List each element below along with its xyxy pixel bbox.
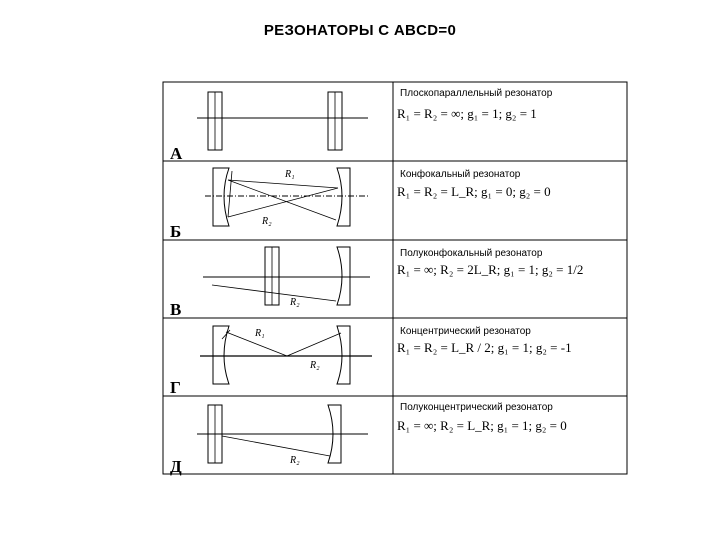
curved-mirror-right: [337, 326, 350, 384]
section-letter-d: Д: [170, 457, 182, 476]
plane-mirror-left: [208, 92, 222, 150]
section-a-diagram: [197, 92, 368, 150]
plane-mirror-left: [265, 247, 279, 305]
section-formula-a: R₁ = R₂ = ∞; g₁ = 1; g₂ = 1: [397, 106, 537, 121]
section-d-diagram: [197, 405, 368, 463]
section-formula-b: R₁ = R₂ = L_R; g₁ = 0; g₂ = 0: [397, 184, 551, 199]
r1-label: R₁: [285, 169, 295, 180]
section-letter-a: А: [170, 144, 183, 163]
r2-label: R₂: [310, 360, 320, 371]
plane-mirror-right: [328, 92, 342, 150]
r2-label: R₂: [290, 455, 300, 466]
page-title: РЕЗОНАТОРЫ С ABCD=0: [263, 22, 457, 39]
section-name-a: Плоскопараллельный резонатор: [400, 88, 553, 99]
section-letter-g: Г: [170, 378, 181, 397]
curved-mirror-right: [337, 247, 350, 305]
section-formula-g: R₁ = R₂ = L_R / 2; g₁ = 1; g₂ = -1: [397, 340, 572, 355]
section-name-g: Концентрический резонатор: [400, 326, 531, 337]
section-g-diagram: [200, 326, 372, 384]
section-letter-b: Б: [170, 222, 182, 241]
r2-label: R₂: [262, 216, 272, 227]
section-v-diagram: [203, 247, 370, 305]
section-formula-v: R₁ = ∞; R₂ = 2L_R; g₁ = 1; g₂ = 1/2: [397, 262, 584, 277]
table-frame: [163, 82, 627, 474]
r2-label: R₂: [290, 297, 300, 308]
r1-label: R₁: [255, 328, 265, 339]
curved-mirror-left: [213, 168, 229, 226]
section-letter-v: В: [170, 300, 182, 319]
section-formula-d: R₁ = ∞; R₂ = L_R; g₁ = 1; g₂ = 0: [397, 418, 567, 433]
section-name-v: Полуконфокальный резонатор: [400, 248, 543, 259]
section-name-b: Конфокальный резонатор: [400, 169, 521, 180]
section-name-d: Полуконцентрический резонатор: [400, 402, 553, 413]
curved-mirror-right: [337, 168, 350, 226]
curved-mirror-left: [213, 326, 229, 384]
